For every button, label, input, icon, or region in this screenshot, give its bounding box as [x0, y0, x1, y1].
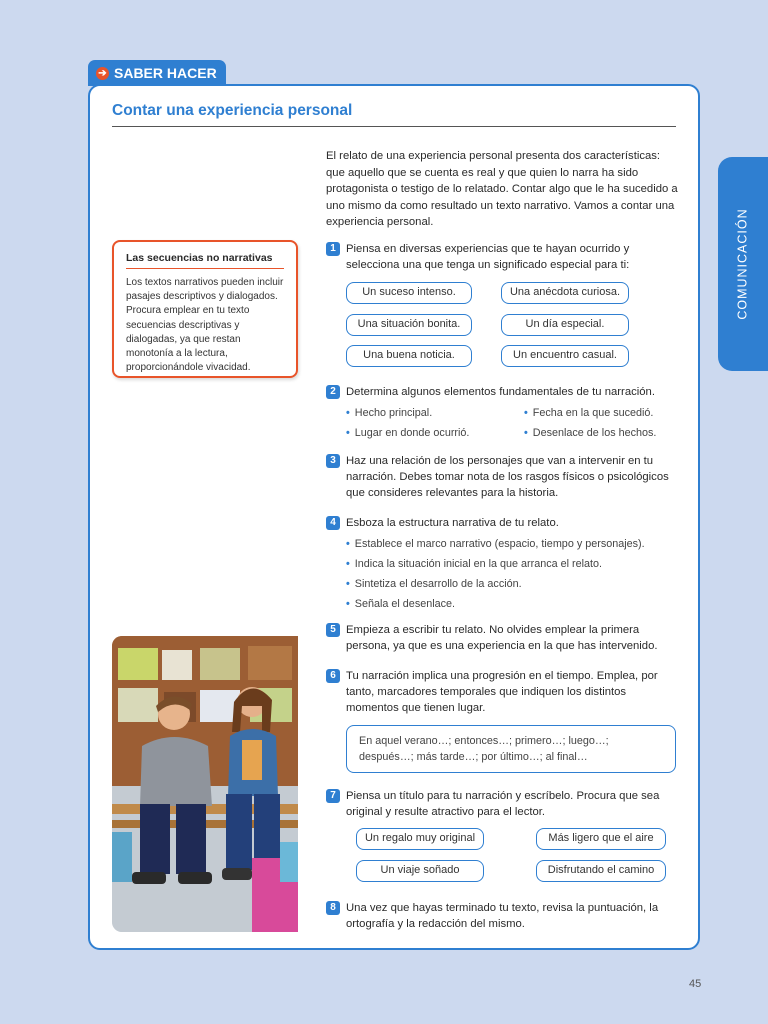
page-title: Contar una experiencia personal [112, 102, 353, 119]
step-number: 2 [326, 385, 340, 399]
list-item: • Hecho principal. [346, 403, 469, 423]
option-pill: Un día especial. [501, 314, 629, 336]
option-pill: Un suceso intenso. [346, 282, 472, 304]
step-number: 3 [326, 454, 340, 468]
step-text: Tu narración implica una progresión en el tiempo. Emplea, por tanto, marcadores temporales que indiquen los distintos momentos que tienen lugar. [346, 670, 658, 714]
bullet-list-left [346, 403, 469, 443]
step-8 [326, 900, 680, 932]
step-1 [326, 241, 680, 273]
step-number: 7 [326, 789, 340, 803]
list-item: • Sintetiza el desarrollo de la acción. [346, 574, 645, 594]
note-title: Las secuencias no narrativas [126, 252, 273, 264]
step-text: Esboza la estructura narrativa de tu relato. [346, 517, 559, 529]
side-tab-label: COMUNICACIÓN [736, 208, 750, 320]
option-pill: Una anécdota curiosa. [501, 282, 629, 304]
step-text: Piensa en diversas experiencias que te hayan ocurrido y selecciona una que tenga un significado especial para ti: [346, 243, 630, 271]
step-text: Determina algunos elementos fundamentales de tu narración. [346, 386, 655, 398]
title-option-pill: Un regalo muy original [356, 828, 484, 850]
bullet-list-right [524, 403, 656, 443]
photo-teenagers-on-bench [112, 636, 298, 932]
step-text: Una vez que hayas terminado tu texto, revisa la puntuación, la ortografía y la redacción del mismo. [346, 902, 659, 930]
section-tab-label: SABER HACER [114, 65, 217, 81]
time-markers-box: En aquel verano…; entonces…; primero…; luego…; después…; más tarde…; por último…; al final… [346, 725, 676, 773]
list-item: • Señala el desenlace. [346, 594, 645, 614]
list-item: • Desenlace de los hechos. [524, 423, 656, 443]
step-text: Haz una relación de los personajes que van a intervenir en tu narración. Debes tomar nota de los rasgos físicos o psicológicos que consideres relevantes para la historia. [346, 455, 669, 499]
step-text: Empieza a escribir tu relato. No olvides emplear la primera persona, ya que es una experiencia en la que has intervenido. [346, 624, 658, 652]
bullet-list [346, 534, 645, 614]
step-6 [326, 668, 680, 716]
note-text: Los textos narrativos pueden incluir pasajes descriptivos y dialogados. Procura emplear en tu texto secuencias descriptivas y dialogadas, ya que restan monotonía a la lectura, proporcionándole vivacidad. [126, 277, 284, 374]
option-pill: Una situación bonita. [346, 314, 472, 336]
option-pill: Un encuentro casual. [501, 345, 629, 367]
step-text: Piensa un título para tu narración y escríbelo. Procura que sea original y resulte atractivo para el lector. [346, 790, 660, 818]
section-tab [88, 60, 226, 86]
step-number: 8 [326, 901, 340, 915]
step-number: 6 [326, 669, 340, 683]
note-box [112, 240, 298, 378]
step-2 [326, 384, 680, 400]
step-number: 1 [326, 242, 340, 256]
list-item: • Indica la situación inicial en la que arranca el relato. [346, 554, 645, 574]
step-7 [326, 788, 680, 820]
step-4 [326, 515, 680, 531]
step-number: 5 [326, 623, 340, 637]
title-option-pill: Disfrutando el camino [536, 860, 666, 882]
list-item: • Lugar en donde ocurrió. [346, 423, 469, 443]
title-divider [112, 126, 676, 127]
title-option-pill: Más ligero que el aire [536, 828, 666, 850]
step-3 [326, 453, 680, 501]
list-item: • Establece el marco narrativo (espacio, tiempo y personajes). [346, 534, 645, 554]
side-tab-comunicacion [718, 157, 768, 371]
title-option-pill: Un viaje soñado [356, 860, 484, 882]
step-5 [326, 622, 680, 654]
option-pill: Una buena noticia. [346, 345, 472, 367]
page-number: 45 [689, 978, 702, 990]
photo-illustration [112, 636, 298, 932]
note-divider [126, 268, 284, 269]
list-item: • Fecha en la que sucedió. [524, 403, 656, 423]
step-number: 4 [326, 516, 340, 530]
intro-paragraph: El relato de una experiencia personal presenta dos características: que aquello que se cuenta es real y que quien lo narra ha sido protagonista o testigo de lo relatado. Contar algo que le ha sucedido a uno mismo da como resultado un texto narrativo. Vamos a contar una experiencia personal. [326, 150, 678, 228]
arrow-right-icon: ➔ [96, 67, 109, 80]
